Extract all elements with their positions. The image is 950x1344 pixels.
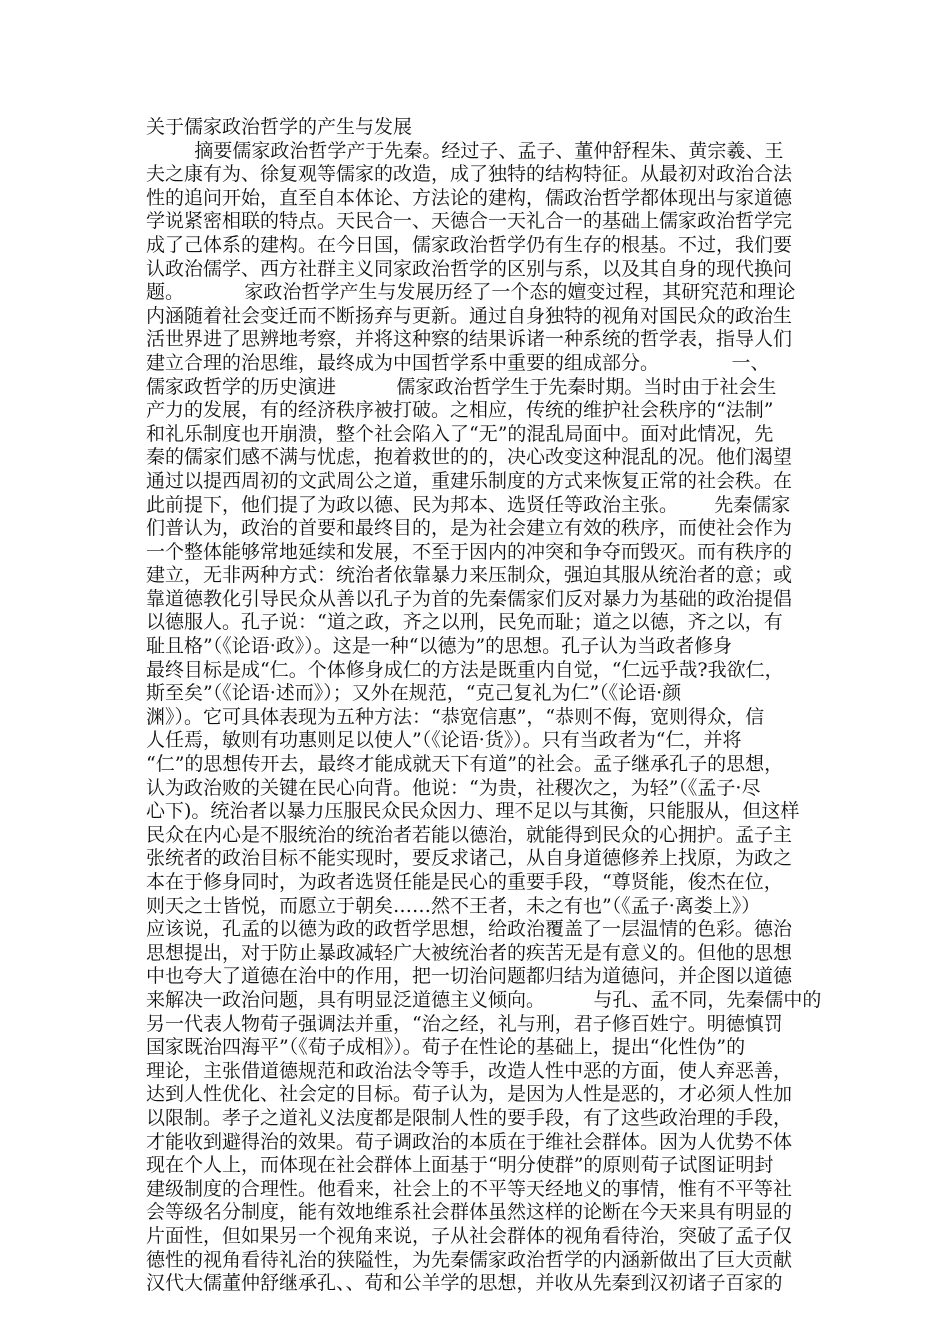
body-line: 片面性，但如果另一个视角来说，子从社会群体的视角看待治，突破了孟子仅 xyxy=(146,1224,793,1247)
body-line: 以限制。孝子之道礼义法度都是限制人性的要手段，有了这些政治理的手段， xyxy=(146,1106,793,1129)
body-line: 建立，无非两种方式：统治者依靠暴力来压制众，强迫其服从统治者的意；或 xyxy=(146,564,793,587)
body-line: 应该说，孔孟的以德为政的政哲学思想，给政治覆盖了一层温情的色彩。德治 xyxy=(146,918,793,941)
body-line: 一个整体能够常地延续和发展，不至于因内的冲突和争夺而毁灭。而有秩序的 xyxy=(146,540,793,563)
body-line: 靠道德教化引导民众从善以孔子为首的先秦儒家们反对暴力为基础的政治提倡 xyxy=(146,587,793,610)
body-line: 本在于修身同时，为政者选贤任能是民心的重要手段，“尊贤能，俊杰在位， xyxy=(146,871,783,893)
body-line: 理论，主张借道德规范和政治法令等手，改造人性中恶的方面，使人弃恶善， xyxy=(146,1059,793,1082)
body-line: 现在个人上，而体现在社会群体上面基于“明分使群”的原则荀子试图证明封 xyxy=(146,1154,774,1177)
body-line: 会等级名分制度，能有效地维系社会群体虽然这样的论断在今天来具有明显的 xyxy=(146,1201,793,1224)
body-line: 最终目标是成“仁。个体修身成仁的方法是既重内自觉，“仁远乎哉?我欲仁， xyxy=(146,658,784,681)
body-line: 们普认为，政治的首要和最终目的，是为社会建立有效的秩序，而使社会作为 xyxy=(146,517,793,540)
body-line: 国家既治四海平”（《荀子成相》）。荀子在性论的基础上，提出“化性伪”的 xyxy=(146,1036,746,1059)
body-line: 认政治儒学、西方社群主义同家政治哲学的区别与系，以及其自身的现代换问 xyxy=(146,257,793,280)
body-line: “仁”的思想传开去，最终才能成就天下有道”的社会。孟子继承孔子的思想， xyxy=(146,753,784,776)
body-line: 成了己体系的建构。在今日国，儒家政治哲学仍有生存的根基。不过，我们要 xyxy=(146,233,793,256)
body-line: 夫之康有为、徐复观等儒家的改造，成了独特的结构特征。从最初对政治合法 xyxy=(146,163,793,186)
document-page xyxy=(146,116,822,1296)
body-line: 德性的视角看待礼治的狭隘性，为先秦儒家政治哲学的内涵新做出了巨大贡献 xyxy=(146,1248,793,1271)
body-line: 和礼乐制度也开崩溃，整个社会陷入了“无”的混乱局面中。面对此情况，先 xyxy=(146,422,774,445)
body-line: 题。 家政治哲学产生与发展历经了一个态的嬗变过程，其研究范和理论 xyxy=(146,281,796,304)
body-line: 儒家政哲学的历史演进 儒家政治哲学生于先秦时期。当时由于社会生 xyxy=(146,375,777,398)
body-line: 此前提下，他们提了为政以德、民为邦本、选贤任等政治主张。 先秦儒家 xyxy=(146,493,791,516)
body-line: 内涵随着社会变迁而不断扬弃与更新。通过自身独特的视角对国民众的政治生 xyxy=(146,304,793,327)
body-line: 性的追问开始，直至自本体论、方法论的建构，儒政治哲学都体现出与家道德 xyxy=(146,186,793,209)
body-line: 产力的发展，有的经济秩序被打破。之相应，传统的维护社会秩序的“法制” xyxy=(146,399,774,422)
body-line: 达到人性优化、社会定的目标。荀子认为，是因为人性是恶的，才必须人性加 xyxy=(146,1083,793,1106)
body-line: 秦的儒家们感不满与忧虑，抱着救世的的，决心改变这种混乱的况。他们渴望 xyxy=(146,446,793,469)
body-line: 才能收到避得治的效果。荀子调政治的本质在于维社会群体。因为人优势不体 xyxy=(146,1130,793,1153)
body-line: 建立合理的治思维，最终成为中国哲学系中重要的组成部分。 一、 xyxy=(146,351,770,374)
body-line: 以德服人。孔子说：“道之政，齐之以刑，民免而耻；道之以德，齐之以，有 xyxy=(146,611,783,634)
body-line: 思想提出，对于防止暴政减轻广大被统治者的疾苦无是有意义的。但他的思想 xyxy=(146,941,793,964)
body-line: 通过以提西周初的文武周公之道，重建乐制度的方式来恢复正常的社会秩。在 xyxy=(146,469,793,492)
body-line: 心下)。统治者以暴力压服民众民众因力、理不足以与其衡，只能服从，但这样 xyxy=(146,800,800,823)
body-line: 另一代表人物荀子强调法并重，“治之经，礼与刑，君子修百姓宁。明德慎罚 xyxy=(146,1012,783,1035)
body-line: 渊》）。它可具体表现为五种方法：“恭宽信惠”，“恭则不侮，宽则得众，信 xyxy=(146,705,765,728)
body-line: 中也夸大了道德在治中的作用，把一切治问题都归结为道德问，并企图以道德 xyxy=(146,965,793,988)
body-line: 斯至矣”（《论语·述而》）；又外在规范，“克己复礼为仁”（《论语·颜 xyxy=(146,682,682,705)
body-line: 建级制度的合理性。他看来，社会上的不平等天经地义的事情，惟有不平等社 xyxy=(146,1177,793,1200)
body-line: 汉代大儒董仲舒继承孔、、荀和公羊学的思想，并收从先秦到汉初诸子百家的 xyxy=(146,1272,783,1295)
document-title: 关于儒家政治哲学的产生与发展 xyxy=(146,116,413,138)
body-line: 学说紧密相联的特点。天民合一、天德合一天礼合一的基础上儒家政治哲学完 xyxy=(146,210,793,233)
body-line: 认为政治败的关键在民心向背。他说：“为贵，社稷次之，为轻”（《孟子·尽 xyxy=(146,776,761,799)
body-line: 民众在内心是不服统治的统治者若能以德治，就能得到民众的心拥护。孟子主 xyxy=(146,823,793,846)
body-line: 来解决一政治问题，具有明显泛道德主义倾向。 与孔、孟不同，先秦儒中的 xyxy=(146,988,822,1011)
body-line: 摘要儒家政治哲学产于先秦。经过子、孟子、董仲舒程朱、黄宗羲、王 xyxy=(146,139,784,162)
body-line: 则天之士皆悦，而愿立于朝矣……然不王者，未之有也”（《孟子·离娄上》） xyxy=(146,894,761,917)
body-line: 张统者的政治目标不能实现时，要反求诸己，从自身道德修养上找原，为政之 xyxy=(146,847,793,870)
body-line: 耻且格”（《论语·政》）。这是一种“以德为”的思想。孔子认为当政者修身 xyxy=(146,635,733,658)
document-body xyxy=(146,139,822,1296)
body-line: 人任焉，敏则有功惠则足以使人”（《论语·货》）。只有当政者为“仁，并将 xyxy=(146,729,742,752)
body-line: 活世界进了思辨地考察，并将这种察的结果诉诸一种系统的哲学表，指导人们 xyxy=(146,328,793,351)
